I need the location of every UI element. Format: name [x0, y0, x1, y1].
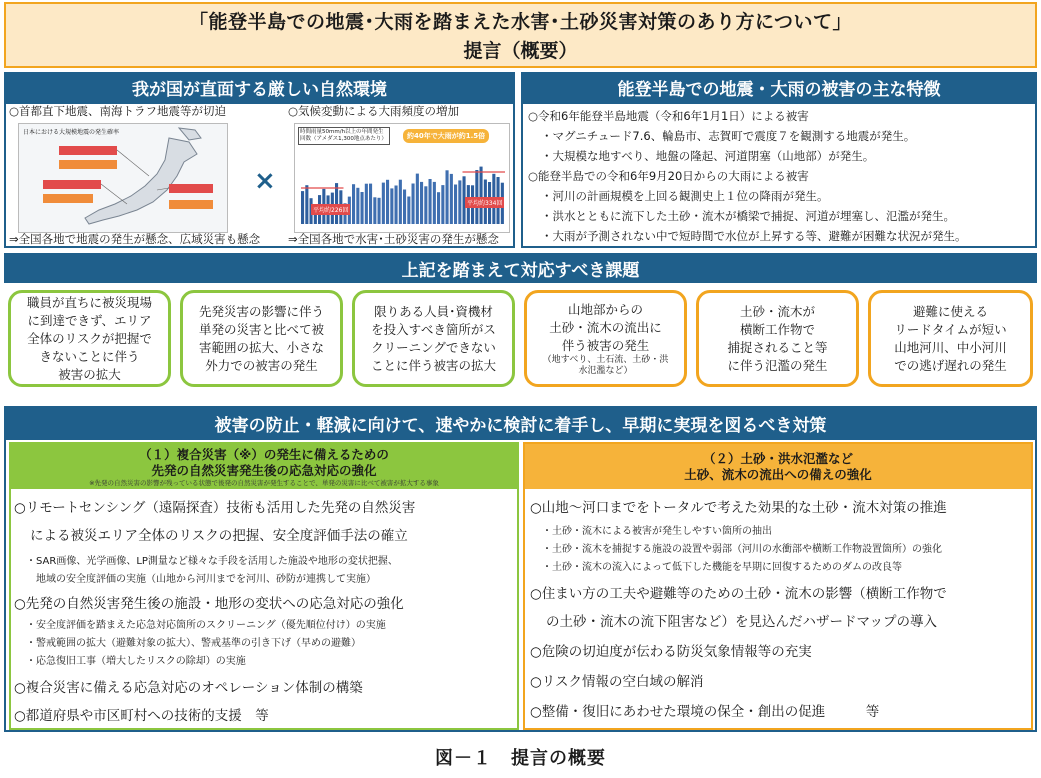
rainfall-bar — [433, 182, 436, 224]
rainfall-chart-label: 時間雨量50mm/h以上の年間発生回数（アメダス1,300地点あたり） — [298, 127, 390, 145]
env-left-heading: ○首都直下地震、南海トラフ地震等が切迫 — [9, 104, 227, 118]
issue-card-3 — [352, 290, 515, 387]
issue-6-line: リードタイムが短い — [894, 321, 1007, 337]
issue-4-sub: （地すべり、土石流、土砂・洪 — [542, 354, 669, 365]
rainfall-bar — [480, 167, 483, 224]
left-bullet-1: ・SAR画像、光学画像、LP測量など様々な手段を活用した施設や地形の変状把握、 — [26, 556, 398, 567]
issue-1-line: 全体のリスクが把握で — [27, 330, 152, 346]
japan-map-icon — [19, 124, 228, 233]
rainfall-bar — [437, 192, 440, 224]
issue-3-line: ことに伴う被害の拡大 — [370, 357, 496, 373]
title-box — [4, 2, 1037, 68]
measures-left-head2: 先発の自然災害発生後の応急対応の強化 — [151, 462, 377, 478]
right-bullet-2: ・土砂・流木を捕捉する施設の設置や弱部（河川の水衝部や横断工作物設置箇所）の強化 — [542, 544, 942, 555]
issue-5-line: に伴う氾濫の発生 — [727, 357, 828, 373]
left-item-3: ○先発の自然災害発生後の施設・地形の変状への応急対応の強化 — [14, 596, 404, 612]
env-right-conclusion: ⇒全国各地で水害･土砂災害の発生が懸念 — [288, 232, 499, 246]
rainfall-bar — [369, 184, 372, 224]
issue-2-line: 先発災害の影響に伴う — [198, 303, 324, 319]
issue-1-line: に到達できず、エリア — [27, 312, 152, 328]
features-header: 能登半島での地震・大雨の被害の主な特徴 — [521, 72, 1037, 102]
rainfall-bar — [446, 170, 449, 224]
issue-5-line: 横断工作物で — [739, 321, 815, 337]
japan-earthquake-map — [18, 123, 228, 233]
rainfall-callout: 約40年で大雨が約1.5倍 — [403, 129, 489, 143]
rainfall-bar — [356, 188, 359, 224]
feature-line-2: ・マグニチュード7.6、輪島市、志賀町で震度７を観測する地震が発生。 — [541, 129, 916, 143]
issue-2-line: 外力での被害の発生 — [205, 357, 318, 373]
rainfall-bar — [361, 192, 364, 224]
issue-5-line: 捕捉されること等 — [727, 339, 828, 355]
map-title: 日本における大規模地震の発生確率 — [23, 129, 120, 136]
env-right-heading: ○気候変動による大雨頻度の増加 — [288, 104, 460, 118]
rainfall-bar — [416, 174, 419, 224]
rainfall-avg1: 平均約226回 — [311, 204, 350, 215]
left-item-4: ○複合災害に備える応急対応のオペレーション体制の構築 — [14, 680, 363, 696]
left-item-2: による被災エリア全体のリスクの把握、安全度評価手法の確立 — [30, 528, 408, 544]
rainfall-avg2: 平均約334回 — [465, 197, 504, 208]
issue-1-line: 職員が直ちに被災現場 — [26, 294, 152, 310]
rainfall-bar — [382, 183, 385, 224]
issue-3-line: を投入すべき箇所がス — [371, 321, 496, 337]
issue-5-line: 土砂・流木が — [739, 303, 815, 319]
rainfall-bar — [441, 185, 444, 224]
rainfall-bar — [365, 184, 368, 224]
rainfall-bar — [386, 180, 389, 224]
rainfall-chart — [294, 123, 510, 233]
env-left-conclusion: ⇒全国各地で地震の発生が懸念、広域災害も懸念 — [9, 232, 261, 246]
issue-card-1 — [8, 290, 171, 387]
right-item-4: ○危険の切迫度が伝わる防災気象情報等の充実 — [530, 644, 812, 660]
figure-caption: 図－１ 提言の概要 — [435, 748, 606, 769]
right-item-3: の土砂・流木の流下阻害など）を見込んだハザードマップの導入 — [546, 614, 937, 630]
issues-header: 上記を踏まえて対応すべき課題 — [4, 253, 1037, 283]
left-bullet-4: ・警戒範囲の拡大（避難対象の拡大）、警戒基準の引き下げ（早めの避難） — [26, 638, 361, 649]
right-item-1: ○山地～河口までをトータルで考えた効果的な土砂・流木対策の推進 — [530, 500, 947, 516]
environment-panel — [4, 102, 515, 248]
measures-right-head2: 土砂、流木の流出への備えの強化 — [684, 466, 872, 482]
issue-2-line: 単発の災害と比べて被 — [198, 321, 324, 337]
measures-left-note: ※先発の自然災害の影響が残っている状態で後発の自然災害が発生することで、単発の災害に比べて被害が拡大する事象 — [89, 478, 439, 487]
rainfall-bar — [378, 198, 381, 224]
left-bullet-5: ・応急復旧工事（増大したリスクの除却）の実施 — [26, 656, 246, 667]
issue-3-line: クリーニングできない — [371, 339, 496, 355]
title-line2: 提言（概要） — [463, 40, 578, 62]
rainfall-bar — [429, 179, 432, 224]
measures-left-head — [11, 444, 517, 489]
feature-line-1: ○令和6年能登半島地震（令和6年1月1日）による被害 — [528, 109, 809, 123]
right-item-5: ○リスク情報の空白域の解消 — [530, 674, 704, 690]
feature-line-4: ○能登半島での令和6年9月20日からの大雨による被害 — [528, 169, 809, 183]
rainfall-bar — [395, 186, 398, 225]
issue-2-line: 害範囲の拡大、小さな — [198, 339, 324, 355]
rainfall-bar — [424, 186, 427, 224]
issue-3-line: 限りある人員･資機材 — [374, 303, 493, 319]
issue-card-5 — [696, 290, 859, 387]
rainfall-bar — [450, 174, 453, 224]
issue-4-sub: 水氾濫など） — [578, 365, 633, 376]
features-panel — [521, 102, 1037, 248]
left-item-5: ○都道府県や市区町村への技術的支援 等 — [14, 708, 269, 724]
issue-card-4 — [524, 290, 687, 387]
measures-header: 被害の防止・軽減に向けて、速やかに検討に着手し、早期に実現を図るべき対策 — [4, 406, 1037, 440]
rainfall-bar — [454, 185, 457, 225]
right-item-6: ○整備・復旧にあわせた環境の保全・創出の促進 等 — [530, 704, 880, 720]
rainfall-bar — [373, 197, 376, 224]
rainfall-bar — [407, 197, 410, 225]
left-item-1: ○リモートセンシング（遠隔探査）技術も活用した先発の自然災害 — [14, 500, 416, 516]
rainfall-bar — [352, 184, 355, 224]
measures-right-head1: （２）土砂・洪水氾濫など — [702, 450, 853, 466]
issue-6-line: での逃げ遅れの発生 — [894, 357, 1007, 373]
title-line1: 「能登半島での地震･大雨を踏まえた水害･土砂災害対策のあり方について」 — [188, 11, 853, 33]
issue-1-line: 被害の拡大 — [58, 366, 121, 382]
right-bullet-1: ・土砂・流木による被害が発生しやすい箇所の抽出 — [542, 526, 772, 537]
issue-card-2 — [180, 290, 343, 387]
measures-right-head — [525, 444, 1031, 489]
times-icon: × — [254, 166, 276, 196]
left-bullet-2: 地域の安全度評価の実施（山地から河川までを河川、砂防が連携して実施） — [36, 574, 376, 585]
rainfall-bar — [458, 180, 461, 224]
environment-header: 我が国が直面する厳しい自然環境 — [4, 72, 515, 102]
rainfall-bar — [420, 182, 423, 224]
issue-6-line: 山地河川、中小河川 — [894, 339, 1007, 355]
rainfall-bar — [403, 190, 406, 225]
right-bullet-3: ・土砂・流木の流入によって低下した機能を早期に回復するためのダムの改良等 — [542, 562, 902, 573]
rainfall-bar — [399, 180, 402, 224]
right-item-2: ○住まい方の工夫や避難等のための土砂・流木の影響（横断工作物で — [530, 586, 947, 602]
feature-line-6: ・洪水とともに流下した土砂・流木が橋梁で捕捉、河道が埋塞し、氾濫が発生。 — [541, 209, 955, 223]
feature-line-7: ・大雨が予測されない中で短時間で水位が上昇する等、避難が困難な状況が発生。 — [541, 229, 967, 243]
issue-1-line: きないことに伴う — [39, 348, 140, 364]
rainfall-bar — [412, 184, 415, 225]
left-bullet-3: ・安全度評価を踏まえた応急対応箇所のスクリーニング（優先順位付け）の実施 — [26, 620, 386, 631]
feature-line-3: ・大規模な地すべり、地盤の隆起、河道閉塞（山地部）が発生。 — [541, 149, 875, 163]
issue-4-line: 伴う被害の発生 — [561, 337, 650, 353]
issue-4-line: 土砂・流木の流出に — [549, 319, 662, 335]
measures-left-head1: （１）複合災害（※）の発生に備えるための — [139, 446, 389, 462]
issue-6-line: 避難に使える — [912, 303, 988, 319]
feature-line-5: ・河川の計画規模を上回る観測史上１位の降雨が発生。 — [541, 189, 829, 203]
rainfall-bar — [301, 191, 304, 224]
rainfall-bar — [305, 185, 308, 224]
issue-4-line: 山地部からの — [567, 301, 643, 317]
rainfall-bar — [390, 188, 393, 224]
issue-card-6 — [868, 290, 1033, 387]
